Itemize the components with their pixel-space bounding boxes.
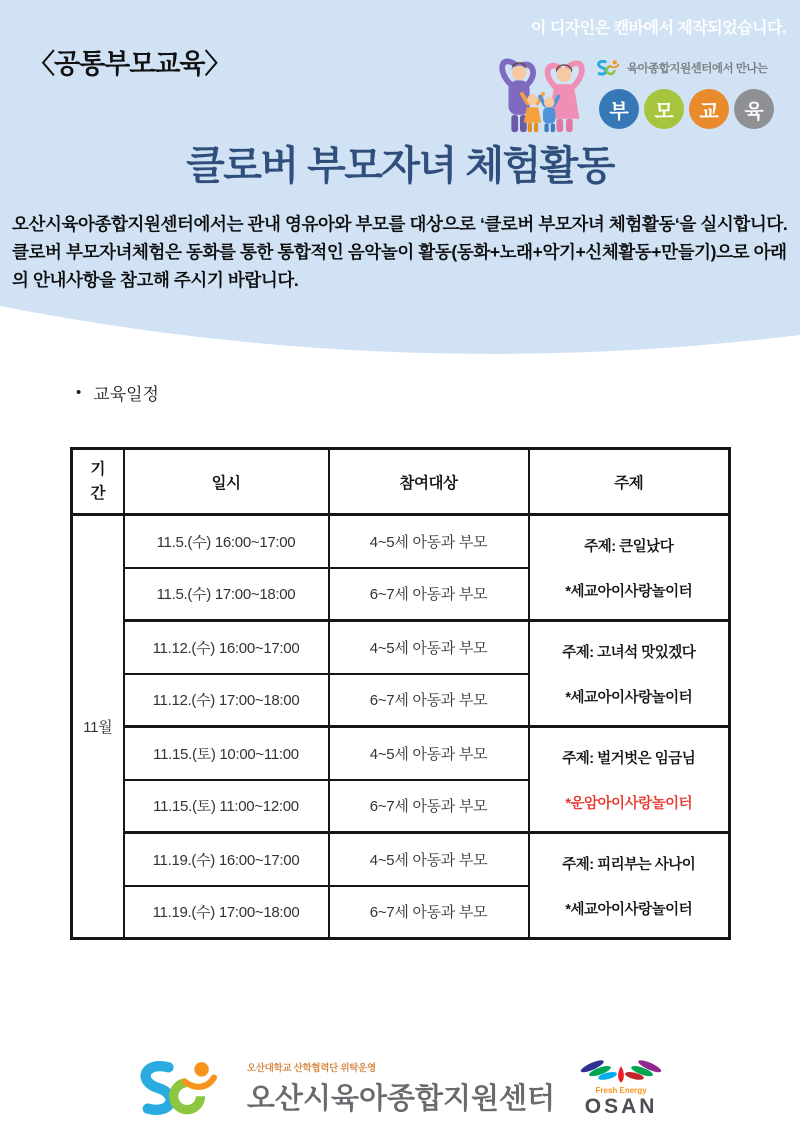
- topic-venue: *세교아이사랑놀이터: [565, 689, 693, 706]
- category-label: 〈공통부모교육〉: [28, 49, 231, 79]
- brand-block: [495, 44, 774, 136]
- datetime-cell: 11.15.(토) 10:00~11:00: [124, 727, 329, 780]
- header-datetime: 일시: [124, 449, 329, 515]
- target-cell: 4~5세 아동과 부모: [329, 621, 529, 674]
- topic-cell: [529, 621, 730, 727]
- topic-title: 주제: 피리부는 사나이: [562, 856, 696, 873]
- org-name: 오산시육아종합지원센터: [246, 1083, 556, 1115]
- bullet-marker: •: [76, 384, 82, 401]
- datetime-cell: 11.5.(수) 17:00~18:00: [124, 568, 329, 621]
- brand-logo-line: [595, 54, 774, 82]
- brand-right-column: [595, 54, 774, 129]
- header-period: 기간: [72, 449, 124, 515]
- osan-city-logo: [575, 1058, 667, 1119]
- circle-yuk: 육: [734, 89, 774, 129]
- target-cell: 4~5세 아동과 부모: [329, 515, 529, 568]
- datetime-cell: 11.19.(수) 16:00~17:00: [124, 833, 329, 886]
- circle-gyo: 교: [689, 89, 729, 129]
- table-row: [72, 727, 730, 780]
- circle-bu: 부: [599, 89, 639, 129]
- osan-tagline: Fresh Energy: [595, 1086, 647, 1095]
- header-topic: 주제: [529, 449, 730, 515]
- hero-curve-shape: [0, 300, 800, 370]
- osan-emblem-icon: [575, 1058, 667, 1088]
- datetime-cell: 11.15.(토) 11:00~12:00: [124, 780, 329, 833]
- topic-title: 주제: 큰일났다: [584, 538, 674, 555]
- topic-cell: [529, 833, 730, 939]
- period-cell: 11월: [72, 515, 124, 939]
- brand-tagline: 육아종합지원센터에서 만나는: [627, 63, 768, 75]
- footer-logos: [0, 1058, 800, 1119]
- intro-paragraph: 오산시육아종합지원센터에서는 관내 영유아와 부모를 대상으로 ‘클로버 부모자녀 체험활동‘을 실시합니다. 클로버 부모자녀체험은 동화를 통한 통합적인 음악놀이 활동(동화+노래+악기+신체활동+만들기)으로 아래의 안내사항을 참고해 주시기 바랍니다.: [12, 214, 788, 290]
- target-cell: 6~7세 아동과 부모: [329, 674, 529, 727]
- org-text-block: [247, 1060, 555, 1117]
- target-cell: 6~7세 아동과 부모: [329, 886, 529, 939]
- target-cell: 6~7세 아동과 부모: [329, 780, 529, 833]
- topic-cell: [529, 515, 730, 621]
- topic-inner: [530, 535, 729, 601]
- header-target: 참여대상: [329, 449, 529, 515]
- family-illustration-icon: [495, 44, 591, 136]
- table-row: [72, 621, 730, 674]
- table-row: [72, 515, 730, 568]
- datetime-cell: 11.12.(수) 17:00~18:00: [124, 674, 329, 727]
- page-title: 클로버 부모자녀 체험활동: [186, 144, 614, 188]
- table-header-row: [72, 449, 730, 515]
- table-row: [72, 833, 730, 886]
- center-s-mark-icon: [595, 54, 625, 82]
- topic-inner: [530, 747, 729, 813]
- datetime-cell: 11.19.(수) 17:00~18:00: [124, 886, 329, 939]
- parent-edu-circles: [599, 89, 774, 129]
- topic-cell: [529, 727, 730, 833]
- topic-title: 주제: 고녀석 맛있겠다: [562, 644, 696, 661]
- topic-title: 주제: 벌거벗은 임금님: [562, 750, 696, 767]
- canva-notice: 이 디자인은 캔바에서 제작되었습니다.: [530, 20, 786, 37]
- operator-note: 오산대학교 산학협력단 위탁운영: [246, 1063, 376, 1074]
- target-cell: 4~5세 아동과 부모: [329, 833, 529, 886]
- circle-mo: 모: [644, 89, 684, 129]
- schedule-table: [70, 447, 731, 940]
- topic-venue: *운암아이사랑놀이터: [565, 795, 693, 812]
- target-cell: 4~5세 아동과 부모: [329, 727, 529, 780]
- osan-name: OSAN: [584, 1095, 658, 1118]
- bullet-label: 교육일정: [93, 385, 159, 404]
- topic-venue: *세교아이사랑놀이터: [565, 901, 693, 918]
- schedule-section-heading: [76, 380, 159, 405]
- osan-center-logo-icon: [133, 1059, 237, 1119]
- datetime-cell: 11.12.(수) 16:00~17:00: [124, 621, 329, 674]
- target-cell: 6~7세 아동과 부모: [329, 568, 529, 621]
- topic-inner: [530, 853, 729, 919]
- topic-venue: *세교아이사랑놀이터: [565, 583, 693, 600]
- datetime-cell: 11.5.(수) 16:00~17:00: [124, 515, 329, 568]
- topic-inner: [530, 641, 729, 707]
